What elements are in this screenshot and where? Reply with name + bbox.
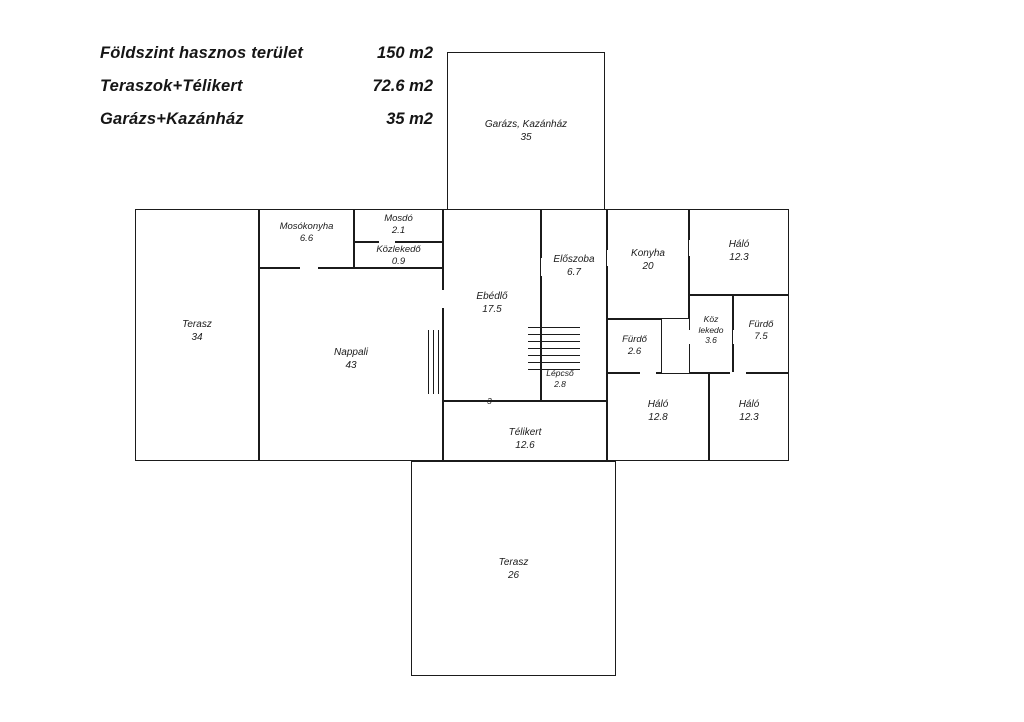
room-name: Garázs, Kazánház [484,119,568,130]
doorway-gap [733,330,735,344]
legend-label: Teraszok+Télikert [100,77,243,95]
room-name: Télikert [508,427,542,438]
room-name: Nappali [334,347,368,358]
room-name: Lépcső [546,368,574,378]
glazing-lines [428,330,444,394]
room-area: 3.6 [705,335,717,346]
room-nappali [259,268,443,461]
room-mosokonyha [259,209,354,268]
room-halo-top-right [689,209,789,295]
wall-segment [570,209,607,210]
room-name: Konyha [631,248,665,259]
room-area: 6.7 [567,266,581,278]
room-area: 2.1 [391,224,406,236]
room-lepcso-label [528,368,592,392]
room-area: 12.3 [729,251,749,263]
room-name: Mosókonyha [279,221,334,232]
room-garazs-kazanhaz [447,52,605,210]
room-halo-bottom-right [709,373,789,461]
room-area: 43 [345,359,357,371]
room-area: 6.6 [299,232,314,244]
doorway-gap [640,372,656,374]
room-name: Előszoba [553,254,595,265]
legend-row [100,77,445,110]
stairs-lepcso [528,327,580,373]
room-area: 12.8 [648,411,668,423]
room-furdo-2-6 [607,319,662,373]
room-area: 7.5 [754,330,768,342]
room-name: Fürdő [622,334,647,345]
legend-value: 35 m2 [386,110,433,128]
doorway-gap [300,267,318,269]
room-area: 2.6 [627,345,642,357]
room-area: 17.5 [482,303,502,315]
room-name: Ebédlő [476,291,508,302]
room-kozlekedo-2 [689,295,733,373]
doorway-gap [607,250,609,266]
room-furdo-7-5 [733,295,789,373]
room-name: Közlekedő [376,244,421,255]
legend-value: 72.6 m2 [372,77,433,95]
legend-label: Garázs+Kazánház [100,110,244,128]
room-name: Fürdő [748,319,774,330]
room-name: Háló [738,399,760,410]
room-name: Köz lekedo [698,314,724,335]
room-terasz-34 [135,209,259,461]
room-name: Terasz [182,319,212,330]
room-name: Háló [647,399,669,410]
doorway-gap [689,240,691,256]
wall-segment [443,401,491,402]
doorway-gap [730,372,746,374]
room-name: Háló [728,239,750,250]
room-name: Mosdó [384,213,413,224]
room-telikert [443,401,607,461]
room-terasz-26 [411,461,616,676]
room-konyha [607,209,689,319]
room-area: 12.3 [739,411,759,423]
legend-row [100,110,445,143]
room-area: 12.6 [515,439,535,451]
doorway-gap [379,241,395,243]
room-kozlekedo-1 [354,242,443,268]
area-legend [100,44,445,143]
room-area: 20 [642,260,654,272]
room-area: 34 [191,331,203,343]
legend-value: 150 m2 [377,44,433,62]
doorway-gap [541,258,543,276]
doorway-gap [442,290,444,308]
room-area: 2.8 [554,378,566,389]
room-area: 35 [520,131,532,143]
wall-segment [447,186,448,210]
wall-segment [541,318,542,332]
room-halo-12-8 [607,373,709,461]
legend-label: Földszint hasznos terület [100,44,304,62]
legend-row [100,44,445,77]
room-name: Terasz [498,557,529,568]
room-area: 26 [507,569,520,581]
room-area: 0.9 [391,255,406,267]
room-mosdo [354,209,443,242]
doorway-gap [689,330,691,344]
room-ebedlo [443,209,541,401]
